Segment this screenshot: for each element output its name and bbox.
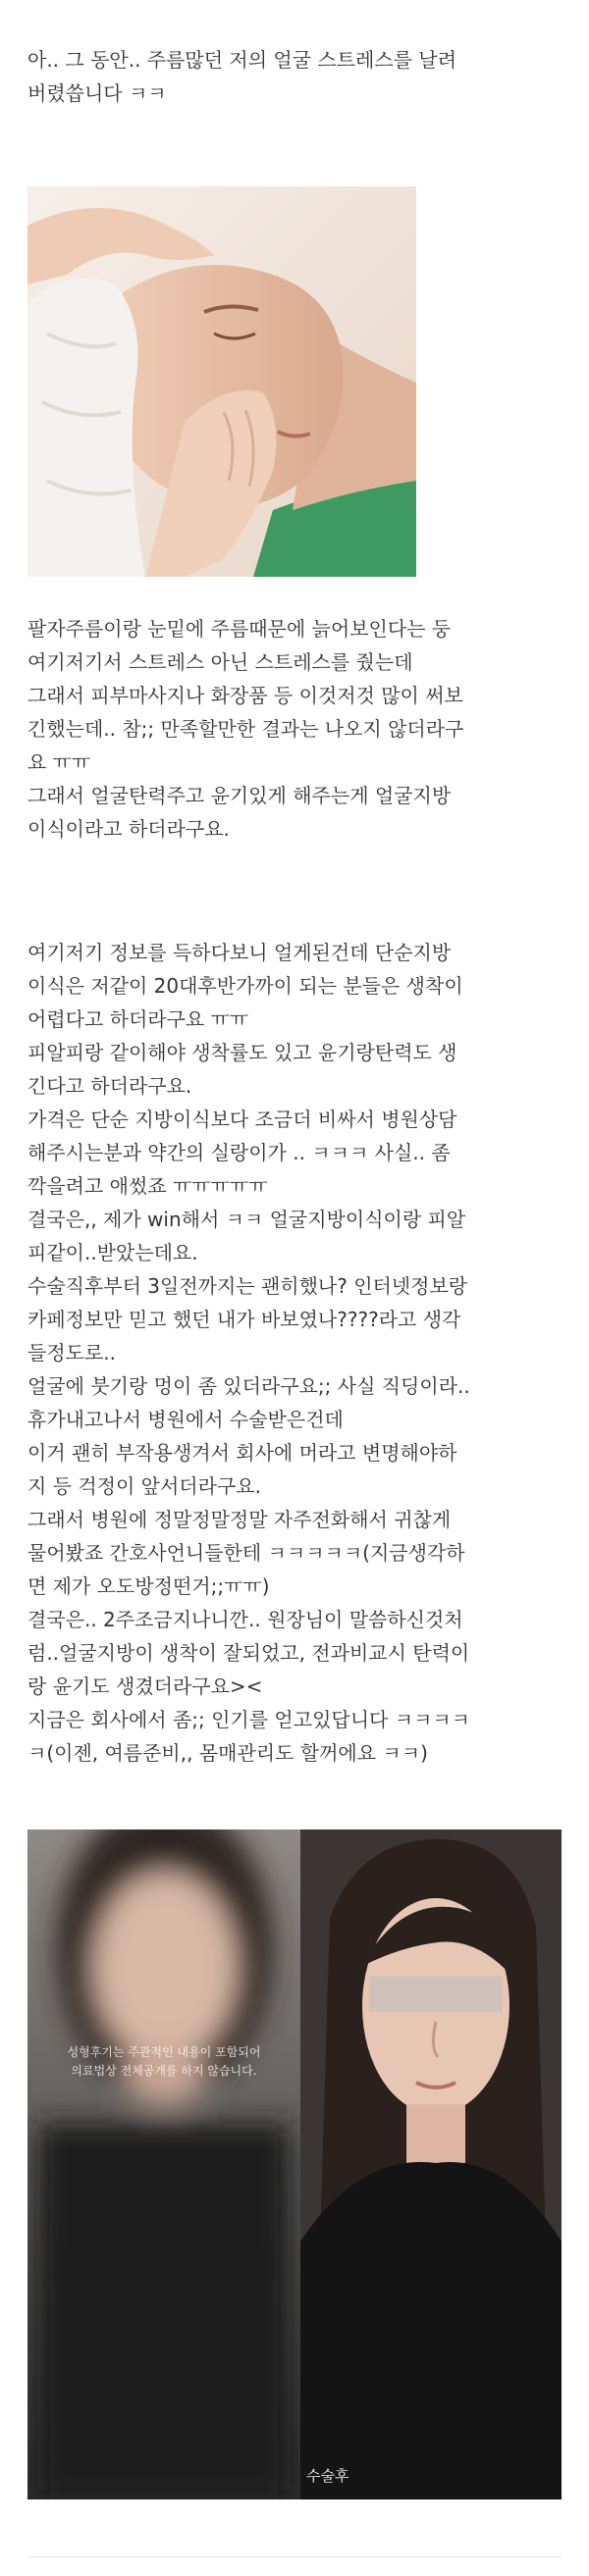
massage-photo bbox=[27, 186, 416, 577]
post-divider bbox=[27, 2556, 562, 2557]
paragraph-2: 여기저기 정보를 득하다보니 얼게된건데 단순지방 이식은 저같이 20대후반가까이 되는 분들은 생착이 어렵다고 하더라구요 ㅠㅠ 피알피랑 같이해야 생착률도 있고 윤기랑탄력도 생 긴다고 하더라구요. 가격은 단순 지방이식보다 조금더 비싸서 병원상담 해주시는분과 약간의 실랑이가 .. ㅋㅋㅋ 사실.. 좀 깍을려고 애썼죠 ㅠㅠㅠㅠㅠ 결국은,, 제가 win해서 ㅋㅋ 얼굴지방이식이랑 피알 피같이..받았는데요. 수술직후부터 3일전까지는 괜히했나? 인터넷정보랑 카페정보만 믿고 했던 내가 바보였나????라고 생각 들정도로.. 얼굴에 붓기랑 멍이 좀 있더라구요;; 사실 직딩이라.. 휴가내고나서 병원에서 수술받은건데 이거 괜히 부작용생겨서 회사에 머라고 변명해야하 지 등 걱정이 앞서더라구요. 그래서 병원에 정말정말정말 자주전화해서 귀찮게 물어봤죠 간호사언니들한테 ㅋㅋㅋㅋㅋ(지금생각하 면 제가 오도방정떤거;;ㅠㅠ) 결국은.. 2주조금지나니깐.. 원장님이 말씀하신것처 럼..얼굴지방이 생착이 잘되었고, 전과비교시 탄력이 랑 윤기도 생겼더라구요>< 지금은 회사에서 좀;; 인기를 얻고있답니다 ㅋㅋㅋㅋ ㅋ(이젠, 여름준비,, 몸매관리도 할꺼에요 ㅋㅋ) bbox=[27, 941, 470, 1765]
before-photo-notice: 성형후기는 주관적인 내용이 포함되어 의료법상 전체공개를 하지 않습니다. bbox=[67, 2045, 261, 2078]
massage-illustration bbox=[27, 186, 416, 577]
after-photo bbox=[300, 1829, 562, 2499]
intro-text: 아.. 그 동안.. 주름많던 저의 얼굴 스트레스를 날려 버렸씁니다 ㅋㅋ bbox=[27, 48, 457, 105]
before-photo bbox=[27, 1829, 300, 2499]
after-photo-caption: 수술후 bbox=[306, 2467, 349, 2485]
blurred-face-illustration bbox=[27, 1829, 300, 2499]
paragraph-1: 팔자주름이랑 눈밑에 주름때문에 늙어보인다는 둥 여기저기서 스트레스 아닌 스트레스를 줬는데 그래서 피부마사지나 화장품 등 이것저것 많이 써보 긴했는데.. 참;; 만족할만한 결과는 나오지 않더라구 요 ㅠㅠ 그래서 얼굴탄력주고 윤기있게 해주는게 얼굴지방 이식이라고 하더라구요. bbox=[27, 617, 464, 841]
after-face-illustration bbox=[300, 1829, 562, 2499]
